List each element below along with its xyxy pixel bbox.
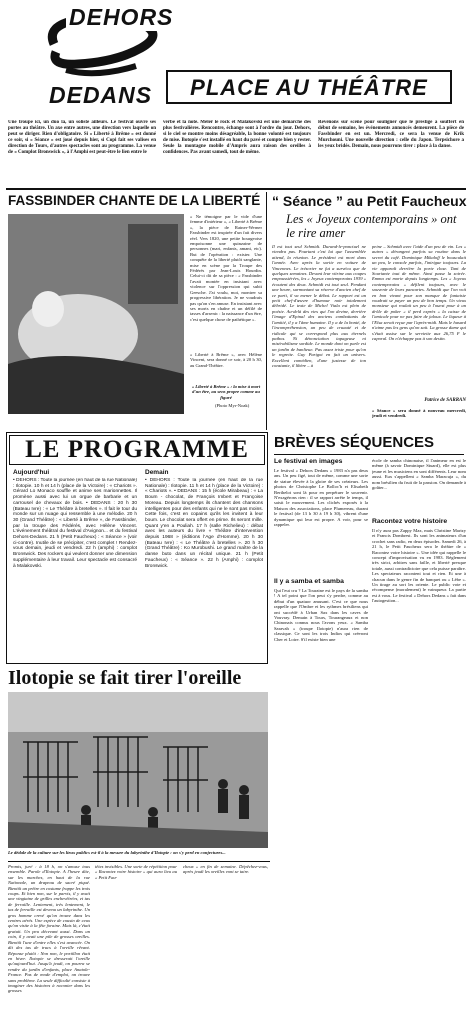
seance-footer: « Séance » sera donné à nouveau mercredi, jeudi et vendredi. <box>372 408 466 419</box>
breve-text-4: Il n'y aura pas Zappy Max, mais Christine Marizy et Francis Dombrest. Ils sont les animateurs d'un crochet sans radio, en deux épisodes. Samedi 26, à 21 h, le Petit Faucheux sera le théâtre de « Racontez votre histoire ». Une idée qui rappelle le concept d'improvisation vu en 1983. Réglement très strict, arbitres sans faille, et liberté presque totale, aussi contradictoire que cela puisse paraître. Les spectateurs racontent tout et rien. Et une à chacun dans le genre fin de banquet ou « Lèbe ». Un tirage au sort les oriente. Le public vote et récompense (moralement) le vainqueur. La partie est à vous. Le festival « Dehors Dedans » fait dans l'autogestion... <box>372 528 466 604</box>
divider <box>266 192 267 430</box>
ilotopie-photo <box>8 692 268 848</box>
breve-heading-2: Il y a samba et samba <box>274 578 344 585</box>
dehors-word: DEHORS <box>66 4 176 31</box>
tomorrow-text: • DEHORS : Toute la journée (en haut de la rue Nationale) : Ilotopie. 11 h et 14 h (place de la Victoire) : « Chariots ». • DEDANS : 15 h (école Mirabeau) : « La Boum - chocolat, de François Imbert et Françoise Moreau. Depuis longtemps ils chantent des chansons intelligentes pour des enfants qui ne le sont pas moins. Cette fois, c'est en copains qu'ils les invitent à leur boum. Le chocolat sera offert en prime. Ils seront mille. Quant y'en a Pouliah. 17 h (salle Richelieu) : débat avec les auteurs du livre « Théâtre d'intervention depuis 1968 » (éditions l'Age d'Homme). 20 h 30 (Bateau Ivre) : « Le Théâtre à bretelles ». 20 h 30 (Grand Théâtre) : Ko Murobushi. Le grand maître de la danse buto dans un récital unique. 21 h (Petit Faucheux) : « Séance ». 22 h (Amphi) : complot Bronswick. <box>145 478 263 569</box>
intro-section <box>8 120 464 186</box>
today-heading: Aujourd'hui <box>13 469 50 476</box>
breves-title: BRÈVES SÉQUENCES <box>274 434 435 451</box>
fassbinder-caption: « Liberté à Brême » : la mise à mort d'un être, au sens propre comme au figuré <box>191 384 261 400</box>
fassbinder-photo <box>8 214 184 414</box>
breve-text-3: école de samba chinonaise, il l'animeur en est le même (à savoir Dominique Stuard), elle est plus jeune et les musiciens en sont différents. Leur nom aussi. Eux s'appellent « Samba Maracuja », du nom brésilien du fruit de la passion. On demande à goûter... <box>372 458 466 491</box>
tomorrow-heading: Demain <box>145 469 169 476</box>
intro-col-3: Revenons sur scène pour souligner que le prestige a souffert en début de semaine, les événements annoncés demeurent. La pièce de Fassbinder en est un. Mercredi, ce sera la venue de Krik Murchouni. Une nouvelle direction : celle du Japon. Terpsichore a les yeux bridés. Demain, nous pourrons tirer : place à la danse. <box>318 120 464 149</box>
divider <box>6 188 466 190</box>
programme-box <box>6 432 268 664</box>
seance-subtitle: Les « Joyeux contemporains » ont le rire amer <box>286 212 457 240</box>
intro-col-1: Une troupe ici, un duo là, un soliste ailleurs. Le festival ouvre ses portes au théâtre. Un axe entre autres, une direction vers laquelle on peut se diriger. Rien d'obligatoire. Si « Liberté à Brême » est donné ce soir, si « Séance » est joué depuis hier, si Copi fait ses valises en direction de Tours, d'autres spectacles sont au programme. La venue de « Complot Bronswick », à l'Amphi est peut-être le lien entre le <box>8 120 156 155</box>
dedans-word: DEDANS <box>46 82 155 109</box>
labyrinth-crowd-photo <box>8 692 268 848</box>
fassbinder-title: FASSBINDER CHANTE DE LA LIBERTÉ <box>8 193 261 208</box>
breve-heading-1: Le festival en images <box>274 458 343 465</box>
photo-figure <box>8 214 184 414</box>
programme-title: LE PROGRAMME <box>9 435 265 465</box>
ilotopie-title: Ilotopie se fait tirer l'oreille <box>8 667 242 689</box>
ilotopie-col-1: Promis, juré : à 18 h, on s'amuse tous ensemble. Parole d'Ilotopie. A l'heure dite, sur les marches, en haut de la rue Nationale, un drapeau de sacré piqué. Bientôt un prêtre en costume frappe les trois coups. Et bien non, sur le parvis, il y avait une vingtaine de grilles enchevêtrées, et tas de ferraille. Lentement, très lentement, le tas de ferraille est devenu un labyrinthe. Un gros homme crevé qu'on trouve dans les centres aérés. Une espèce de cousin de ceux qu'on visite à la fête foraine. Mais là, c'était gratuit. Un peu décevant aussi. Dans un coin, il y avait une pile de grosses oreilles. Bientôt l'une d'entre elles s'est avancée. On dit des tas de trucs à l'oreille rêvant. Réponse plutôt : Non non, le portillon était en hiver. Ilotopie se dresserait l'oreille qu'aujourd'hui. Jusqu'à jeudi, on pourra se rendre du jardin d'enfants, place Anatole-France. Pas de mode d'emploi, on trouve sans problème. La seule difficulté consiste à imaginer des histoires à raconter dans les grosses <box>8 864 90 994</box>
intro-col-2: verbe et la note. Mêler le rock et Malakovski est une démarche des plus festivalières. Rencontre, échange sont à l'ordre du jour. Dehors, si le ciel se montre moins désagréable, la bonne volonté est toujours de mise. Botopie s'est installé en haut du pavé et compte bien y rester. Seule la montagne mobile d'Ampris aura raison des oreilles à confidences. Pas avant samedi, tout de même. <box>163 120 311 155</box>
ilotopie-col-2: têtes invisibles. Une sorte de répétition pour « Racontez votre histoire » qui aura lieu au « Petit Fau- <box>95 864 177 880</box>
breve-text-1: Le festival « Dehors Dedans » 1983 n'a pas deux ans. Un peu figé, tout de même, comme une sorte de statue élevée à la gloire de ses créateurs. Les photos de Christophe Le Bolloc'h et Elisabeth Berthelot sont là pour en perpétuer le souvenir. N'exagérons rien : il se rapport arrête le temps, il saisit le mouvement. Les clichés exposés à la Maison des associations, place Plumereau, durant le festival (de 13 h 30 à 19 h 30), vibrent d'une dynamique qui leur est propre. A voir, pour se rappeler. <box>274 468 368 528</box>
seance-col-2: peine – Schmidt avec l'aide d'un peu de vin. Les « autres » dérangent parfois sa routine dans le secret du café. Dominique Mikaloff le bousculait un peu, le console parfois, l'intrigue toujours. La vie apparaît derrière la porte close. Tant de Souriante tout de même. Ainsi passe la soirée. Emma est morte depuis longtemps. Les « Joyeux contemporains » défilent toujours, avec le souvenir de leurs pancartes. Schmidt que l'on voit en bon vivant pour son manque de fantaisie voudrait se payer un peu de bon temps. Un vieux monsieur qui roulait un peu à l'ouest pour à un drôle de poker « il perd exprès » la caisse de l'amicale pour ne pas faire de jaloux. Le liqueur à l'Elsa serait reçue par l'après-midi. Mais le hasard n'aime pas les gens qu'on sait. La grosse dame qui s'était assise sur le serviette aux 26,75 F le caporal. On n'échappe pas à son destin. <box>372 244 466 341</box>
breve-heading-4: Racontez votre histoire <box>372 518 448 525</box>
today-text: • DEHORS : Toute la journée (en haut de la rue Nationale) : Ilotopie. 10 h et 14 h (place de la Victoire) : « Chariots ». Gérard Lo Monaco souffle et anime ses marionnettes. Il promène aussi avec lui un orgue de barbarie et un carrousel de chevaux de bois. • DEDANS : 20 h 30 (Bateau Ivre) : « Le Théâtre à bretelles ». Il fait le tour du monde sur un nuage qui ressemble à une mélodie. 20 h 30 (Grand Théâtre) : « Liberté à Brême », de Fassbinder, par la troupe des Fédérés, avec Hélène Vincent. L'événement théâtral du festival d'Avignon... et du festival Dehors-Dedans. 21 h (Petit Faucheux) : « Séance » (voir ci-contre). Inutile de se précipiter, c'est complet ! Rendez-vous demain, jeudi et vendredi. 22 h (amphi) : complot Bronswick. Des rockers qui veulent donner une dimension supplémentaire à leur travail. Leur spectacle est consacré à Malakovski. <box>13 478 137 569</box>
divider <box>8 861 270 862</box>
ilotopie-caption: Le dédale de la culture sur les lieux publics est-il à la mesure du labyrinthe d'Ilotopie : on s'y perd en conjectures... <box>8 850 226 855</box>
fassbinder-credit: (Photo Myr-Noak) <box>215 403 250 408</box>
seance-col-1: Il est tout seul Schmidt. Durand-le-ponctuel ne viendra pas. Pourtant c'est lui que l'assemblée attend, la réunion. Le président est mort dans l'année. Avec après la sortie en voiture de Vincennes. Le trésorier ne fut a survécu que de quelques semaines. Devant leur vitrine aux coupes empoussiérées, les « Joyeux contemporains 1939 » écoutent des deux. Schmidt est tout seul. Pendant une heure, surmontant sa réserve d'ancien chef de ce parti, il va mener le débat. Le rapport est un petit chef-d'œuvre d'humour noir totalement débridé. Le texte de Michel Viala est plein de poésie. Au-delà des vies qui l'on devine, derrière l'image d'Epinal des anciens combattants de l'amitié, il y a l'âme humaine. Il y a de la bonté, de l'incompréhension, un peu de cruauté et de ridicule qui se correspond plus aux éternels pathos. Ni dénonciation tapageuse ni misérabilisme sordide. Le monde dont on parle est un jardin de banlieue. Pas assez triste pour qu'on le regrette. Guy Parigot en fait un univers. Excellent comédien, d'une justesse de ton constante, il libère – à <box>272 244 366 368</box>
breve-text-2: Qui l'eut cru ? La Touraine est le pays de la samba ! A tel point que l'on peut s'y perdre, comme au début d'un quatuor amusant. C'est ce que nous rappelle que l'Ombre et les rythmes brésiliens qui ont succédé à Urban Sax dans les caves de Vouvray. Demain à Tours, Tourangeaux et non Chinonais connus nous l'avons yeux. « Samba Saravah » (troupe Ilotopie) n'aura rien de classique. Ce sont les trois Indios qui créeront Cher et Loire. S'il existe bien une <box>274 588 368 642</box>
seance-sign: Patrice de SARRAN <box>424 398 466 403</box>
place-au-theatre-banner: PLACE AU THÉÂTRE <box>166 70 452 104</box>
ilotopie-col-3: cheux » en fin de semaine. Dépêchez-vous, après jeudi les oreilles vont se taire. <box>183 864 268 875</box>
fassbinder-text: « Ne témoigne par le vide d'une femme d'intérieur », « Liberté à Brême », la pièce de Rainer-Werner Fassbinder est inspirée d'un fait divers réel. Vers 1820, une petite bourgeoise empoisonne une quinzaine de personnes (mari, enfants, amant, etc). But de l'opération : exister. Une conquête de la liberté plutôt sanglante, mise en scène par la Troupe des Fédérés par Jean-Louis Hourdin. Celui-ci dit de sa pièce : « Fassbinder l'avait montée en insistant avec violence sur l'oppression qui subit Geesche. J'ai voulu, moi, montrer sa progressive libération. Je ne voudrais pas qu'on s'en amuse. En insistant avec ses morts en chaîne et un défilé de tasses d'arsenic : la naissance d'un être, c'est quelque chose de pathétique ». <box>190 214 262 322</box>
masthead <box>0 0 472 118</box>
fassbinder-signature: « Liberté à Brême », avec Hélène Vincent, sera donné ce soir, à 20 h 30, au Grand-Théâtre. <box>190 352 262 368</box>
divider <box>274 454 464 455</box>
seance-title: “ Séance ” au Petit Faucheux <box>272 193 467 209</box>
